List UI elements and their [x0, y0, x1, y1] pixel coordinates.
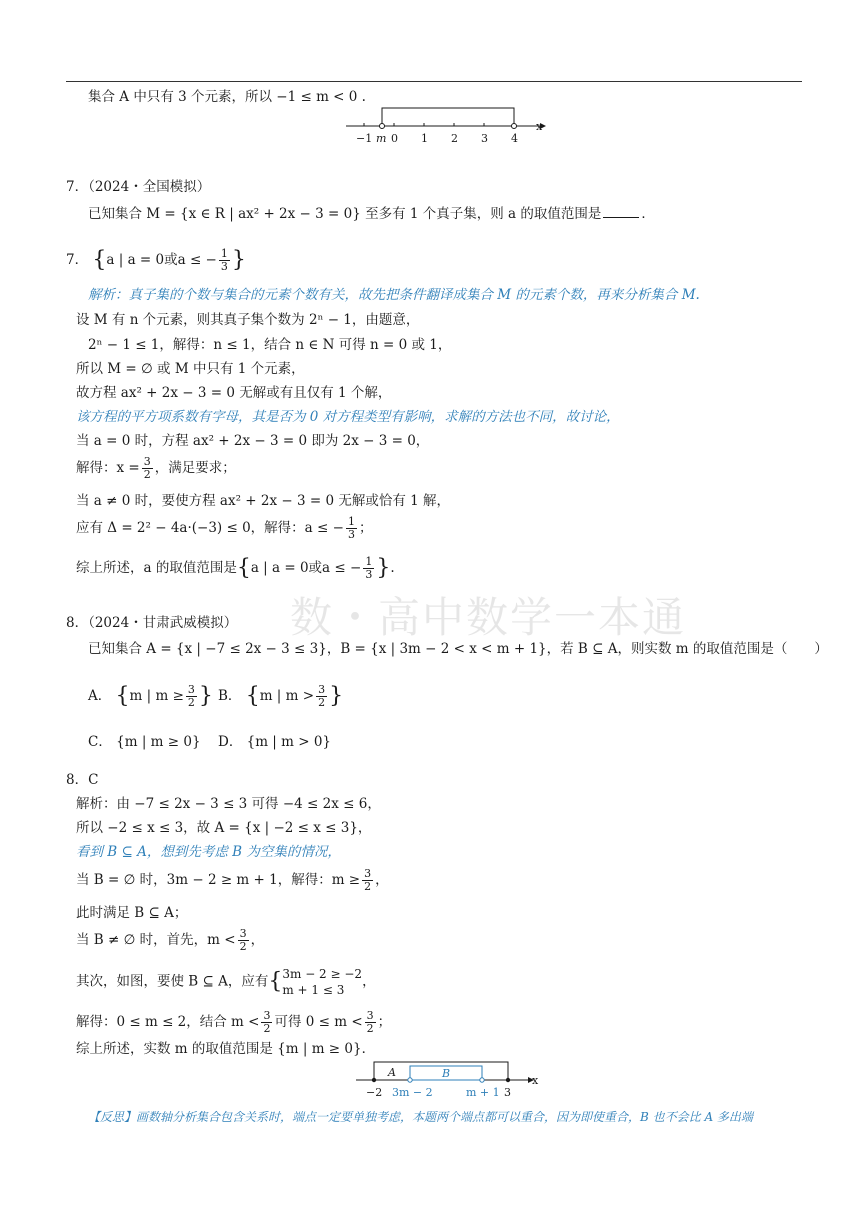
- a8-answer: 8．C: [66, 772, 99, 788]
- nl1-open-point-m: [380, 124, 385, 129]
- nl2-closed-point: [506, 1078, 510, 1082]
- a7-line: 当 a = 0 时，方程 ax² + 2x − 3 = 0 即为 2x − 3 = 0，: [76, 433, 430, 449]
- a7-line: 故方程 ax² + 2x − 3 = 0 无解或有且仅有 1 个解，: [76, 385, 392, 401]
- header-rule: [66, 81, 802, 82]
- left-brace-icon: {: [268, 969, 283, 994]
- q8-option-a[interactable]: A． {m | m ≥ $\frac{3}{2}$ }: [88, 683, 213, 709]
- a8-hint: 看到 B ⊆ A，想到先考虑 B 为空集的情况，: [76, 844, 341, 860]
- number-line-2: [352, 1058, 552, 1104]
- nl2-label: m + 1: [466, 1086, 500, 1099]
- a7-answer-set: a | a = 0或a ≤ −: [106, 252, 217, 268]
- fraction: $\frac{1}{3}$: [220, 247, 228, 273]
- a7-line: 设 M 有 n 个元素，则其真子集个数为 2ⁿ − 1，由题意，: [76, 312, 420, 328]
- right-brace-icon: }: [376, 555, 391, 581]
- a7-line: 所以 M = ∅ 或 M 中只有 1 个元素，: [76, 361, 305, 377]
- a7-line: 2ⁿ − 1 ≤ 1，解得：n ≤ 1，结合 n ∈ N 可得 n = 0 或 1，: [88, 337, 452, 353]
- q7-stem: [88, 205, 655, 223]
- fraction: $\frac{3}{2}$: [187, 683, 195, 709]
- nl2-open-point: [480, 1078, 484, 1082]
- q8-heading: 8．（2024・甘肃武威模拟）: [66, 615, 238, 631]
- a8-line: 当 B = ∅ 时，3m − 2 ≥ m + 1，解得：m ≥ $\frac{3}{2}$ ，: [76, 867, 389, 893]
- nl2-closed-point: [372, 1078, 376, 1082]
- fraction: $\frac{1}{3}$: [365, 555, 373, 581]
- a8-line: 当 B ≠ ∅ 时，首先，m < $\frac{3}{2}$ ，: [76, 927, 265, 953]
- nl1-axis-label: x: [536, 120, 543, 133]
- nl1-label: −1: [356, 132, 373, 145]
- nl1-set-box: [382, 108, 514, 126]
- fraction: $\frac{3}{2}$: [263, 1009, 271, 1035]
- nl2-label: 3m − 2: [392, 1086, 433, 1099]
- a8-line: 此时满足 B ⊆ A；: [76, 905, 188, 921]
- answer-blank: [603, 217, 639, 218]
- a8-line: 所以 −2 ≤ x ≤ 3，故 A = {x | −2 ≤ x ≤ 3}，: [76, 820, 372, 836]
- a7-analysis: 解析：真子集的个数与集合的元素个数有关，故先把条件翻译成集合 M 的元素个数，再来分析集合 M.: [88, 287, 700, 303]
- fraction: $\frac{3}{2}$: [239, 927, 247, 953]
- nl1-label: 3: [481, 132, 488, 145]
- nl2-axis-label: x: [532, 1074, 539, 1087]
- nl1-label: 2: [451, 132, 458, 145]
- nl2-set-a-label: A: [388, 1066, 396, 1079]
- a7-answer: [66, 248, 246, 273]
- q8-option-c[interactable]: C． {m | m ≥ 0}: [88, 734, 201, 750]
- nl2-label: 3: [504, 1086, 511, 1099]
- fraction: $\frac{1}{3}$: [347, 515, 355, 541]
- a8-conclusion: 综上所述，实数 m 的取值范围是 {m | m ≥ 0}．: [76, 1041, 376, 1057]
- a8-line: 解析：由 −7 ≤ 2x − 3 ≤ 3 可得 −4 ≤ 2x ≤ 6，: [76, 796, 381, 812]
- left-brace-icon: {: [92, 247, 107, 273]
- left-brace-icon: {: [115, 683, 130, 709]
- a7-conclusion: 综上所述，a 的取值范围是{a | a = 0或a ≤ − $\frac{1}{3}$ }.: [76, 555, 395, 581]
- q8-option-d[interactable]: D． {m | m > 0}: [218, 734, 332, 750]
- fraction: $\frac{3}{2}$: [143, 455, 151, 481]
- right-brace-icon: }: [329, 683, 344, 709]
- fraction: $\frac{3}{2}$: [318, 683, 326, 709]
- fraction: $\frac{3}{2}$: [364, 867, 372, 893]
- q8-option-b[interactable]: B． {m | m > $\frac{3}{2}$ }: [218, 683, 344, 709]
- nl2-open-point: [408, 1078, 412, 1082]
- q8-stem: 已知集合 A = {x | −7 ≤ 2x − 3 ≤ 3}，B = {x | 3m − 2 < x < m + 1}，若 B ⊆ A，则实数 m 的取值范围是（ ）: [88, 641, 828, 657]
- q7-stem-prefix: 已知集合 M = {x ∈ R | ax² + 2x − 3 = 0} 至多有 1 个真子集，则 a 的取值范围是: [88, 206, 602, 222]
- a8-line: 解得：0 ≤ m ≤ 2，结合 m < $\frac{3}{2}$ 可得 0 ≤ m < $\frac{3}{2}$ ；: [76, 1009, 392, 1035]
- nl2-set-b-label: B: [442, 1067, 451, 1080]
- top-line: 集合 A 中只有 3 个元素，所以 −1 ≤ m < 0 .: [88, 89, 366, 105]
- nl1-label: 1: [421, 132, 428, 145]
- fraction: $\frac{3}{2}$: [366, 1009, 374, 1035]
- left-brace-icon: {: [245, 683, 260, 709]
- right-brace-icon: }: [198, 683, 213, 709]
- a7-line: 当 a ≠ 0 时，要使方程 ax² + 2x − 3 = 0 无解或恰有 1 解，: [76, 493, 451, 509]
- nl1-label: 0: [391, 132, 398, 145]
- q7-heading: 7．（2024・全国模拟）: [66, 179, 211, 195]
- a7-answer-prefix: 7．: [66, 252, 89, 268]
- nl1-label: m: [376, 132, 387, 145]
- left-brace-icon: {: [236, 555, 251, 581]
- number-line-1: [340, 100, 560, 150]
- a7-hint: 该方程的平方项系数有字母，其是否为 0 对方程类型有影响，求解的方法也不同，故讨论，: [76, 409, 620, 425]
- watermark: 数・高中数学一本通: [290, 593, 687, 642]
- a7-line: 应有 Δ = 2² − 4a·(−3) ≤ 0，解得：a ≤ − $\frac{1}{3}$ ；: [76, 515, 373, 541]
- a8-line: 其次，如图，要使 B ⊆ A，应有{ 3m − 2 ≥ −2 m + 1 ≤ 3 ，: [76, 967, 376, 997]
- reflection-note: 【反思】画数轴分析集合包含关系时，端点一定要单独考虑，本题两个端点都可以重合，因为即使重合，B 也不会比 A 多出端: [88, 1110, 753, 1124]
- q7-stem-suffix: ．: [641, 206, 655, 222]
- a7-line: 解得：x = $\frac{3}{2}$ ，满足要求；: [76, 455, 236, 481]
- nl1-label: 4: [511, 132, 518, 145]
- right-brace-icon: }: [231, 247, 246, 273]
- nl1-open-point-4: [512, 124, 517, 129]
- nl2-label: −2: [366, 1086, 383, 1099]
